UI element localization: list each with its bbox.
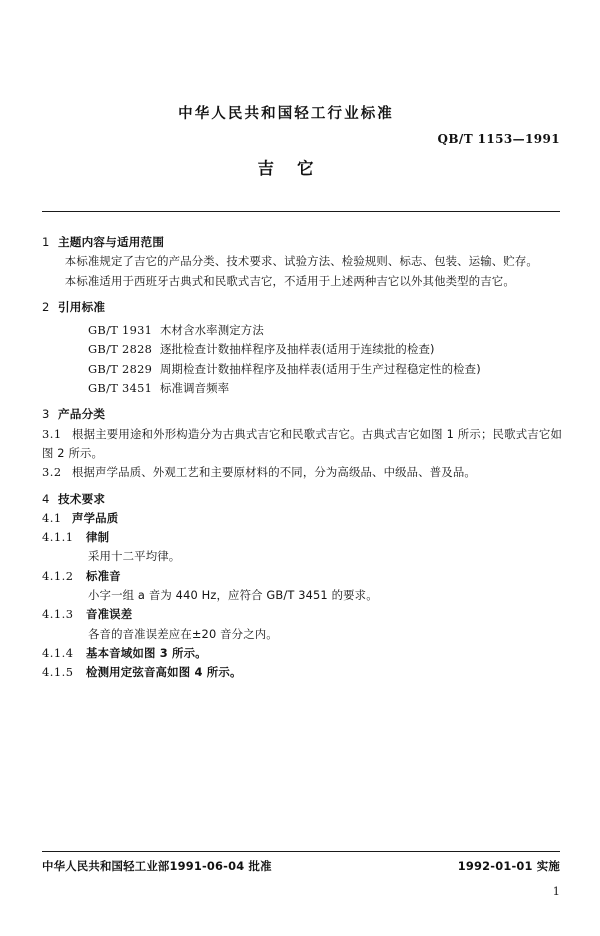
document-title-char-1: 吉: [257, 159, 275, 179]
section-4-heading: [42, 490, 562, 509]
standard-number: QB/T 1153—1991: [437, 132, 560, 147]
section-4-title: 技术要求: [58, 491, 106, 506]
clause-3-2: [42, 463, 562, 482]
clause-4-1-1-number: 4.1.1: [42, 530, 74, 545]
referenced-standards-list: [42, 321, 562, 398]
clause-4-1-number: 4.1: [42, 510, 62, 525]
reference-title: 周期检查计数抽样程序及抽样表(适用于生产过程稳定性的检查): [160, 361, 481, 376]
section-1-title: 主题内容与适用范围: [58, 235, 165, 249]
document-title: [42, 155, 560, 179]
section-1-paragraph-2: 本标准适用于西班牙古典式和民歌式吉它，不适用于上述两种吉它以外其他类型的吉它。: [64, 273, 515, 288]
list-item: [42, 360, 562, 379]
clause-4-1-4-number: 4.1.4: [42, 645, 74, 660]
reference-title: 木材含水率测定方法: [160, 323, 264, 338]
clause-3-1-number: 3.1: [42, 426, 62, 441]
issuing-organization: 中华人民共和国轻工行业标准: [178, 106, 394, 122]
section-2-heading: [42, 298, 562, 317]
clause-4-1-1-heading: [42, 528, 562, 547]
clause-3-1: [42, 425, 562, 464]
clause-4-1-1-body: 采用十二平均律。: [88, 549, 181, 564]
reference-title: 标准调音频率: [160, 381, 230, 396]
reference-code: GB/T 1931: [88, 323, 153, 338]
section-2-title: 引用标准: [58, 299, 106, 314]
footer-divider-rule: [42, 851, 560, 852]
section-1-number: 1: [42, 235, 50, 249]
approval-statement: 中华人民共和国轻工业部1991-06-04 批准: [42, 859, 272, 873]
document-title-char-2: 它: [297, 159, 315, 179]
clause-4-1-3-title: 音准误差: [86, 607, 133, 622]
section-3-title: 产品分类: [58, 407, 106, 422]
clause-4-1-1-title: 律制: [86, 530, 110, 545]
clause-4-1-2-body: 小字一组 a 音为 440 Hz，应符合 GB/T 3451 的要求。: [88, 588, 378, 603]
clause-4-1-heading: [42, 509, 562, 528]
clause-3-1-text: 根据主要用途和外形构造分为古典式吉它和民歌式吉它。古典式吉它如图 1 所示；民歌式吉它如图 2 所示。: [42, 426, 562, 460]
list-item: [42, 340, 562, 359]
reference-code: GB/T 2829: [88, 361, 153, 376]
header-divider-rule: [42, 211, 560, 212]
section-1-heading: [42, 233, 562, 252]
clause-4-1-2-number: 4.1.2: [42, 568, 74, 583]
clause-3-2-text: 根据声学品质、外观工艺和主要原材料的不同，分为高级品、中级品、普及品。: [72, 465, 476, 480]
section-3-heading: [42, 405, 562, 424]
section-3-number: 3: [42, 407, 50, 422]
document-body: [42, 233, 562, 683]
clause-4-1-5: [42, 663, 562, 682]
reference-code: GB/T 2828: [88, 342, 153, 357]
page-number: 1: [552, 884, 560, 898]
clause-4-1-5-text: 检测用定弦音高如图 4 所示。: [86, 665, 242, 680]
clause-4-1-3-heading: [42, 605, 562, 624]
effective-date-statement: 1992-01-01 实施: [457, 859, 560, 873]
clause-4-1-2-heading: [42, 567, 562, 586]
document-footer: [42, 858, 560, 874]
clause-4-1-4: [42, 644, 562, 663]
clause-4-1-5-number: 4.1.5: [42, 665, 74, 680]
reference-code: GB/T 3451: [88, 381, 153, 396]
list-item: [42, 321, 562, 340]
clause-3-2-number: 3.2: [42, 465, 62, 480]
section-4-number: 4: [42, 491, 50, 506]
clause-4-1-4-text: 基本音域如图 3 所示。: [86, 645, 207, 660]
section-1-paragraph-1: 本标准规定了吉它的产品分类、技术要求、试验方法、检验规则、标志、包装、运输、贮存。: [64, 254, 538, 269]
section-2-number: 2: [42, 299, 50, 314]
list-item: [42, 379, 562, 398]
document-header: [42, 104, 560, 179]
reference-title: 逐批检查计数抽样程序及抽样表(适用于连续批的检查): [160, 342, 435, 357]
clause-4-1-title: 声学品质: [72, 510, 119, 525]
clause-4-1-3-body: 各音的音准误差应在±20 音分之内。: [88, 626, 278, 641]
clause-4-1-3-number: 4.1.3: [42, 607, 74, 622]
clause-4-1-2-title: 标准音: [86, 568, 121, 583]
